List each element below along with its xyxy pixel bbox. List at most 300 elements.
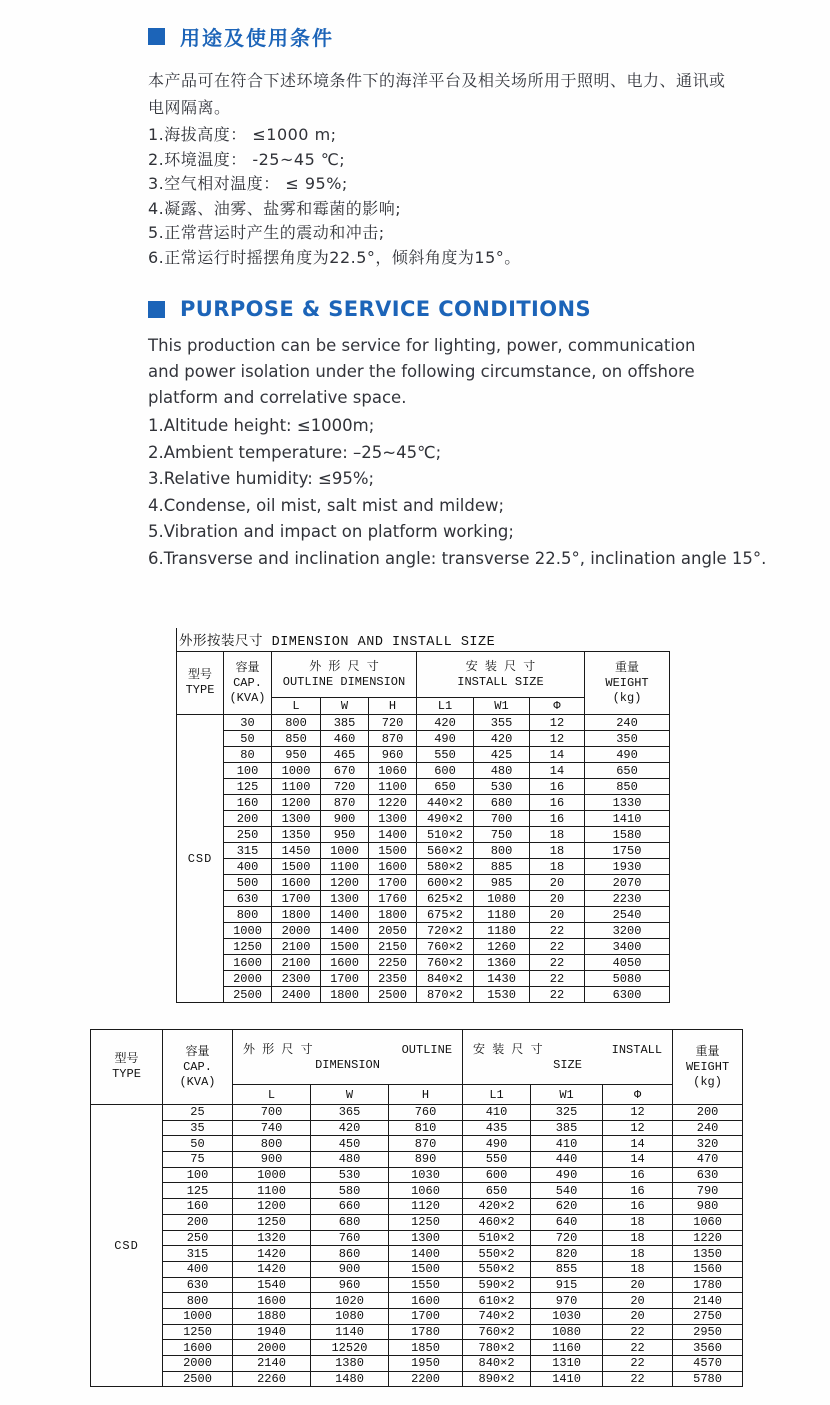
table-cell: 650 xyxy=(585,763,670,779)
table-cell: 160 xyxy=(163,1199,233,1215)
table-cell: 22 xyxy=(603,1340,673,1356)
condition-item-cn: 4.凝露、油雾、盐雾和霉菌的影响; xyxy=(148,198,402,218)
table-cell: 1880 xyxy=(233,1308,311,1324)
table-cell: 1750 xyxy=(585,843,670,859)
table-cell: 1580 xyxy=(585,827,670,843)
table-cell: 1200 xyxy=(272,795,321,811)
table-cell: 510×2 xyxy=(463,1230,531,1246)
table-cell: 460 xyxy=(321,731,369,747)
table-cell: 1560 xyxy=(673,1261,743,1277)
table-cell: 1700 xyxy=(389,1308,463,1324)
table-cell: 810 xyxy=(389,1120,463,1136)
col-header-phi: Φ xyxy=(603,1085,673,1105)
col-header-outline: 外 形 尺 寸 OUTLINE DIMENSION xyxy=(272,652,417,698)
col-header-weight: 重量 WEIGHT (kg) xyxy=(585,652,670,715)
col-header-type: 型号 TYPE xyxy=(91,1030,163,1105)
table-row xyxy=(91,1293,743,1309)
table-cell: 20 xyxy=(530,875,585,891)
table-cell: 630 xyxy=(673,1167,743,1183)
table-cell: 870×2 xyxy=(417,987,474,1003)
table-cell: 720 xyxy=(531,1230,603,1246)
table-cell: 240 xyxy=(673,1120,743,1136)
table-cell: 1030 xyxy=(531,1308,603,1324)
table-cell: 1020 xyxy=(311,1293,389,1309)
col-header-H: H xyxy=(389,1085,463,1105)
table-cell: 630 xyxy=(224,891,272,907)
condition-item-cn: 1.海拔高度： ≤1000 m; xyxy=(148,125,337,144)
table-cell: 900 xyxy=(233,1152,311,1168)
col-header-phi: Φ xyxy=(530,698,585,715)
table-cell: 560×2 xyxy=(417,843,474,859)
col-header-capacity: 容量 CAP. (KVA) xyxy=(224,652,272,715)
table-cell: 1220 xyxy=(673,1230,743,1246)
table-cell: 420 xyxy=(311,1120,389,1136)
table-cell: 1250 xyxy=(233,1214,311,1230)
table-cell: 1140 xyxy=(311,1324,389,1340)
table-cell: 1400 xyxy=(389,1246,463,1262)
table-cell: 480 xyxy=(311,1152,389,1168)
table-cell: 650 xyxy=(463,1183,531,1199)
table-cell: 18 xyxy=(530,859,585,875)
table-cell: 740 xyxy=(233,1120,311,1136)
table-cell: 870 xyxy=(321,795,369,811)
table-cell: 1160 xyxy=(531,1340,603,1356)
table-cell: 2500 xyxy=(163,1371,233,1387)
table-cell: 18 xyxy=(603,1214,673,1230)
table-cell: 1350 xyxy=(673,1246,743,1262)
table-cell: 1400 xyxy=(321,923,369,939)
table-cell: 1060 xyxy=(673,1214,743,1230)
table-cell: 720 xyxy=(369,715,417,731)
table-cell: 2100 xyxy=(272,955,321,971)
table-cell: 1000 xyxy=(321,843,369,859)
table-cell: 355 xyxy=(474,715,530,731)
table-cell: 12 xyxy=(603,1105,673,1121)
table-cell: 625×2 xyxy=(417,891,474,907)
table-cell: 425 xyxy=(474,747,530,763)
table-cell: 420 xyxy=(417,715,474,731)
table-cell: 22 xyxy=(603,1324,673,1340)
table-cell: 1600 xyxy=(163,1340,233,1356)
table-cell: 200 xyxy=(224,811,272,827)
table-cell: 540 xyxy=(531,1183,603,1199)
table-cell: 14 xyxy=(530,763,585,779)
table-cell: 510×2 xyxy=(417,827,474,843)
table-cell: 1800 xyxy=(272,907,321,923)
table-cell: 2140 xyxy=(673,1293,743,1309)
table-cell: 400 xyxy=(224,859,272,875)
table-cell: 1220 xyxy=(369,795,417,811)
condition-item-en: 2.Ambient temperature: –25~45℃; xyxy=(148,442,442,462)
table-cell: 1060 xyxy=(389,1183,463,1199)
table-cell: 490 xyxy=(463,1136,531,1152)
table-cell: 16 xyxy=(530,779,585,795)
table-cell: 760×2 xyxy=(417,955,474,971)
table-row xyxy=(177,859,670,875)
table-cell: 500 xyxy=(224,875,272,891)
table-cell: 985 xyxy=(474,875,530,891)
table-cell: 480 xyxy=(474,763,530,779)
table-cell: 680 xyxy=(311,1214,389,1230)
table-cell: 2250 xyxy=(369,955,417,971)
table-cell: 2150 xyxy=(369,939,417,955)
section-bullet-icon xyxy=(148,28,165,45)
table-row xyxy=(91,1199,743,1215)
table-cell: 1800 xyxy=(369,907,417,923)
table-row xyxy=(91,1261,743,1277)
table-row xyxy=(177,779,670,795)
table-cell: 2000 xyxy=(233,1340,311,1356)
table-row xyxy=(91,1230,743,1246)
table-cell: 1400 xyxy=(369,827,417,843)
table-row xyxy=(177,747,670,763)
table-cell: 50 xyxy=(163,1136,233,1152)
intro-paragraph-en: This production can be service for lighting, power, communication and power isolation under the following circumstance, on offshore platform and correlative space. xyxy=(148,336,696,407)
table-cell: 915 xyxy=(531,1277,603,1293)
table-cell: 100 xyxy=(224,763,272,779)
col-header-W1: W1 xyxy=(474,698,530,715)
table-cell: 1450 xyxy=(272,843,321,859)
table-cell: 1360 xyxy=(474,955,530,971)
table-cell: 1700 xyxy=(369,875,417,891)
table-cell: 5080 xyxy=(585,971,670,987)
col-header-install: 安 装 尺 寸 INSTALL SIZE xyxy=(463,1030,673,1085)
condition-item-en: 3.Relative humidity: ≤95%; xyxy=(148,469,375,488)
table-row xyxy=(91,1356,743,1372)
table-cell: 890 xyxy=(389,1152,463,1168)
table-cell: 2260 xyxy=(233,1371,311,1387)
condition-item-en: 6.Transverse and inclination angle: transverse 22.5°, inclination angle 15°. xyxy=(148,548,767,568)
table-cell: 1600 xyxy=(272,875,321,891)
table-cell: 610×2 xyxy=(463,1293,531,1309)
table-cell: 1540 xyxy=(233,1277,311,1293)
table-cell: 1780 xyxy=(673,1277,743,1293)
table-cell: 14 xyxy=(603,1136,673,1152)
condition-item-cn: 5.正常营运时产生的震动和冲击; xyxy=(148,223,385,242)
table-cell: 4570 xyxy=(673,1356,743,1372)
table-cell: 2100 xyxy=(272,939,321,955)
table-cell: 1350 xyxy=(272,827,321,843)
table-cell: 20 xyxy=(603,1308,673,1324)
table-row xyxy=(177,811,670,827)
table-cell: 950 xyxy=(321,827,369,843)
table-cell: 1250 xyxy=(224,939,272,955)
table-cell: 1930 xyxy=(585,859,670,875)
table-cell: 2400 xyxy=(272,987,321,1003)
table-cell: 760×2 xyxy=(463,1324,531,1340)
table-cell: 20 xyxy=(530,907,585,923)
table-cell: 1410 xyxy=(531,1371,603,1387)
table-cell: 22 xyxy=(530,923,585,939)
table-cell: 1940 xyxy=(233,1324,311,1340)
table-cell: 650 xyxy=(417,779,474,795)
col-header-W: W xyxy=(311,1085,389,1105)
table-cell: 35 xyxy=(163,1120,233,1136)
table-cell: 1500 xyxy=(272,859,321,875)
table-cell: 18 xyxy=(530,827,585,843)
table-cell: 2230 xyxy=(585,891,670,907)
table-cell: 250 xyxy=(224,827,272,843)
table-cell: 1500 xyxy=(369,843,417,859)
table-cell: 620 xyxy=(531,1199,603,1215)
table-cell: 420 xyxy=(474,731,530,747)
table-cell: 12 xyxy=(530,731,585,747)
col-header-W: W xyxy=(321,698,369,715)
table-cell: 4050 xyxy=(585,955,670,971)
table-cell: 3200 xyxy=(585,923,670,939)
table-cell: 1780 xyxy=(389,1324,463,1340)
table-cell: 30 xyxy=(224,715,272,731)
table-cell: 12 xyxy=(603,1120,673,1136)
table-cell: 1060 xyxy=(369,763,417,779)
table-cell: 860 xyxy=(311,1246,389,1262)
condition-list-en xyxy=(148,413,830,572)
col-header-install: 安 装 尺 寸 INSTALL SIZE xyxy=(417,652,585,698)
section-title-en: PURPOSE & SERVICE CONDITIONS xyxy=(180,297,592,321)
table-row xyxy=(177,907,670,923)
table-cell: 1000 xyxy=(272,763,321,779)
table-cell: 1250 xyxy=(163,1324,233,1340)
table-cell: 530 xyxy=(311,1167,389,1183)
table-cell: 16 xyxy=(603,1183,673,1199)
table-cell: 125 xyxy=(224,779,272,795)
table-cell: 1850 xyxy=(389,1340,463,1356)
table-cell: 5780 xyxy=(673,1371,743,1387)
table-cell: 16 xyxy=(603,1167,673,1183)
table-row xyxy=(177,955,670,971)
table-cell: 580 xyxy=(311,1183,389,1199)
table-cell: 800 xyxy=(233,1136,311,1152)
table-cell: 800 xyxy=(474,843,530,859)
col-header-outline: 外 形 尺 寸 OUTLINE DIMENSION xyxy=(233,1030,463,1085)
table-row xyxy=(91,1152,743,1168)
table-cell: 1420 xyxy=(233,1246,311,1262)
table-row xyxy=(177,971,670,987)
table-cell: 100 xyxy=(163,1167,233,1183)
table-cell: 800 xyxy=(163,1293,233,1309)
table-cell: 530 xyxy=(474,779,530,795)
table-cell: 75 xyxy=(163,1152,233,1168)
table-cell: 1320 xyxy=(233,1230,311,1246)
table-cell: 1430 xyxy=(474,971,530,987)
table-cell: 25 xyxy=(163,1105,233,1121)
table-cell: 14 xyxy=(603,1152,673,1168)
condition-item-cn: 3.空气相对温度： ≤ 95%; xyxy=(148,174,348,193)
table-cell: 800 xyxy=(272,715,321,731)
col-header-capacity: 容量 CAP. (KVA) xyxy=(163,1030,233,1105)
condition-item-cn: 6.正常运行时摇摆角度为22.5°，倾斜角度为15°。 xyxy=(148,247,521,267)
table-cell: 440×2 xyxy=(417,795,474,811)
table-cell: 890×2 xyxy=(463,1371,531,1387)
table-cell: 1080 xyxy=(531,1324,603,1340)
table-cell: 490 xyxy=(417,731,474,747)
table-cell: 20 xyxy=(603,1277,673,1293)
table-cell: 720×2 xyxy=(417,923,474,939)
dimension-table-2-section xyxy=(90,1029,830,1387)
table-cell: 1330 xyxy=(585,795,670,811)
table-cell: 870 xyxy=(369,731,417,747)
table-row xyxy=(91,1167,743,1183)
table-cell: 1080 xyxy=(311,1308,389,1324)
table-cell: 550×2 xyxy=(463,1246,531,1262)
table-cell: 900 xyxy=(311,1261,389,1277)
table-cell: 590×2 xyxy=(463,1277,531,1293)
table-cell: 1550 xyxy=(389,1277,463,1293)
table-cell: 820 xyxy=(531,1246,603,1262)
table-cell: 1950 xyxy=(389,1356,463,1372)
type-cell: CSD xyxy=(91,1105,163,1387)
table-1-title: 外形按装尺寸 DIMENSION AND INSTALL SIZE xyxy=(176,628,669,652)
table-row xyxy=(177,875,670,891)
table-cell: 1400 xyxy=(321,907,369,923)
table-cell: 320 xyxy=(673,1136,743,1152)
table-cell: 18 xyxy=(530,843,585,859)
table-cell: 630 xyxy=(163,1277,233,1293)
table-row xyxy=(177,731,670,747)
table-row xyxy=(91,1136,743,1152)
table-cell: 870 xyxy=(389,1136,463,1152)
table-cell: 490×2 xyxy=(417,811,474,827)
table-cell: 22 xyxy=(530,955,585,971)
table-cell: 2300 xyxy=(272,971,321,987)
table-cell: 20 xyxy=(603,1293,673,1309)
table-cell: 18 xyxy=(603,1230,673,1246)
table-cell: 490 xyxy=(531,1167,603,1183)
table-cell: 2050 xyxy=(369,923,417,939)
table-cell: 780×2 xyxy=(463,1340,531,1356)
table-cell: 2070 xyxy=(585,875,670,891)
table-cell: 22 xyxy=(530,971,585,987)
table-cell: 1310 xyxy=(531,1356,603,1372)
table-cell: 720 xyxy=(321,779,369,795)
table-cell: 1600 xyxy=(233,1293,311,1309)
col-header-L1: L1 xyxy=(417,698,474,715)
condition-item-en: 1.Altitude height: ≤1000m; xyxy=(148,416,375,435)
table-cell: 325 xyxy=(531,1105,603,1121)
table-cell: 2750 xyxy=(673,1308,743,1324)
table-cell: 50 xyxy=(224,731,272,747)
table-cell: 12520 xyxy=(311,1340,389,1356)
table-cell: 580×2 xyxy=(417,859,474,875)
table-row xyxy=(91,1277,743,1293)
table-cell: 125 xyxy=(163,1183,233,1199)
table-cell: 675×2 xyxy=(417,907,474,923)
table-cell: 2200 xyxy=(389,1371,463,1387)
table-row xyxy=(91,1308,743,1324)
table-cell: 2950 xyxy=(673,1324,743,1340)
section-heading-en xyxy=(148,297,830,321)
table-cell: 2350 xyxy=(369,971,417,987)
table-cell: 2000 xyxy=(163,1356,233,1372)
table-row xyxy=(91,1340,743,1356)
table-cell: 900 xyxy=(321,811,369,827)
table-cell: 3560 xyxy=(673,1340,743,1356)
section-title-cn: 用途及使用条件 xyxy=(180,26,334,50)
intro-paragraph-cn: 本产品可在符合下述环境条件下的海洋平台及相关场所用于照明、电力、通讯或电网隔离。 xyxy=(148,71,726,117)
table-row xyxy=(177,795,670,811)
table-cell: 1000 xyxy=(233,1167,311,1183)
table-cell: 960 xyxy=(311,1277,389,1293)
table-row xyxy=(177,923,670,939)
dimension-table-1-section xyxy=(176,628,669,1003)
table-row xyxy=(177,827,670,843)
table-cell: 1000 xyxy=(163,1308,233,1324)
table-cell: 240 xyxy=(585,715,670,731)
table-cell: 200 xyxy=(163,1214,233,1230)
table-cell: 22 xyxy=(530,939,585,955)
table-cell: 790 xyxy=(673,1183,743,1199)
table-cell: 22 xyxy=(530,987,585,1003)
table-cell: 460×2 xyxy=(463,1214,531,1230)
table-cell: 14 xyxy=(530,747,585,763)
table-cell: 1300 xyxy=(369,811,417,827)
table-cell: 1700 xyxy=(272,891,321,907)
table-cell: 550×2 xyxy=(463,1261,531,1277)
table-cell: 2540 xyxy=(585,907,670,923)
col-header-L: L xyxy=(272,698,321,715)
table-cell: 1000 xyxy=(224,923,272,939)
table-cell: 350 xyxy=(585,731,670,747)
col-header-L: L xyxy=(233,1085,311,1105)
table-cell: 22 xyxy=(603,1371,673,1387)
col-header-L1: L1 xyxy=(463,1085,531,1105)
table-cell: 1100 xyxy=(233,1183,311,1199)
table-cell: 1100 xyxy=(272,779,321,795)
table-cell: 700 xyxy=(233,1105,311,1121)
table-row xyxy=(91,1324,743,1340)
table-cell: 700 xyxy=(474,811,530,827)
table-cell: 600×2 xyxy=(417,875,474,891)
table-cell: 315 xyxy=(224,843,272,859)
condition-item-en: 4.Condense, oil mist, salt mist and mildew; xyxy=(148,495,505,515)
table-cell: 850 xyxy=(272,731,321,747)
table-row xyxy=(91,1105,743,1121)
table-cell: 1120 xyxy=(389,1199,463,1215)
table-cell: 960 xyxy=(369,747,417,763)
table-cell: 1530 xyxy=(474,987,530,1003)
table-cell: 1180 xyxy=(474,907,530,923)
col-header-type: 型号 TYPE xyxy=(177,652,224,715)
table-cell: 18 xyxy=(603,1246,673,1262)
table-cell: 22 xyxy=(603,1356,673,1372)
table-cell: 1300 xyxy=(389,1230,463,1246)
section-bullet-icon xyxy=(148,301,165,318)
table-cell: 470 xyxy=(673,1152,743,1168)
table-cell: 400 xyxy=(163,1261,233,1277)
dimension-table-2 xyxy=(90,1029,743,1387)
table-cell: 550 xyxy=(463,1152,531,1168)
table-cell: 16 xyxy=(530,795,585,811)
table-cell: 840×2 xyxy=(417,971,474,987)
condition-item-cn: 2.环境温度： -25~45 ℃; xyxy=(148,149,346,169)
table-cell: 385 xyxy=(321,715,369,731)
table-cell: 1600 xyxy=(369,859,417,875)
table-cell: 600 xyxy=(463,1167,531,1183)
table-row xyxy=(91,1371,743,1387)
table-cell: 600 xyxy=(417,763,474,779)
table-cell: 410 xyxy=(531,1136,603,1152)
col-header-H: H xyxy=(369,698,417,715)
table-cell: 6300 xyxy=(585,987,670,1003)
table-cell: 1700 xyxy=(321,971,369,987)
table-cell: 1420 xyxy=(233,1261,311,1277)
type-cell: CSD xyxy=(177,715,224,1003)
table-cell: 2000 xyxy=(272,923,321,939)
table-cell: 660 xyxy=(311,1199,389,1215)
table-row xyxy=(91,1183,743,1199)
condition-item-en: 5.Vibration and impact on platform working; xyxy=(148,522,514,541)
condition-list-cn xyxy=(148,123,830,270)
